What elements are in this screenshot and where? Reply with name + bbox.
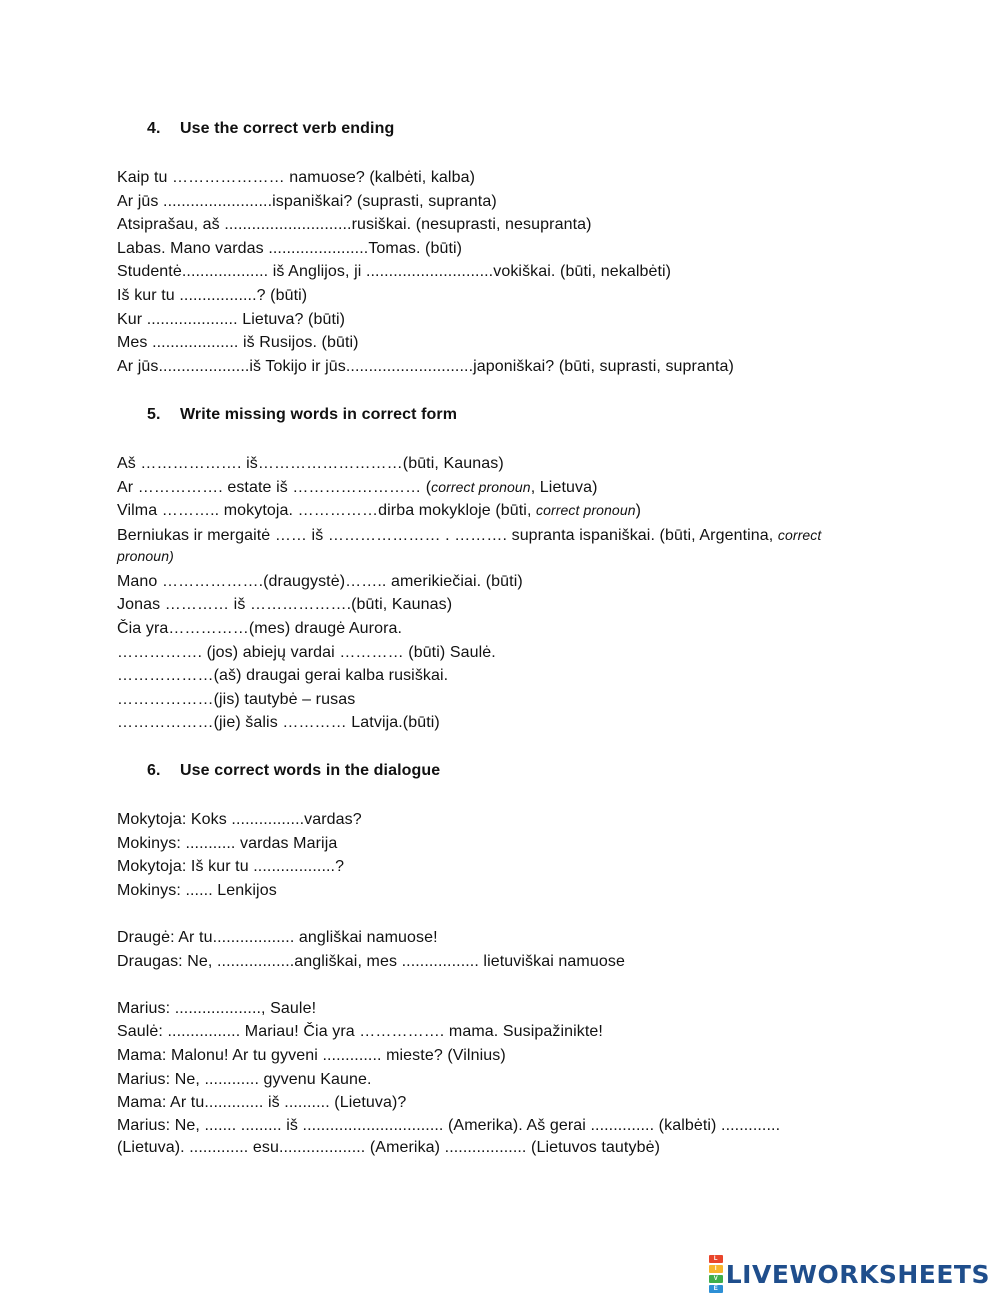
- section-4-number: 4.: [147, 120, 161, 137]
- spacer: [117, 902, 857, 926]
- dialogue-line: Draugas: Ne, .................angliškai, mes ................. lietuviškai namuose: [117, 952, 625, 970]
- line-text: ): [635, 502, 642, 520]
- dialogue-line: Draugė: Ar tu.................. angliškai namuose!: [117, 928, 438, 946]
- exercise-line: Ar jūs ........................ispaniškai? (suprasti, supranta): [117, 192, 497, 210]
- dialogue-line: Marius: Ne, ............ gyvenu Kaune.: [117, 1070, 372, 1088]
- line-text: ………………(jis) tautybė – rusas: [117, 690, 356, 708]
- exercise-line: [117, 525, 857, 567]
- dialogue-line: Saulė: ................ Mariau! Čia yra ……………. mama. Susipažinikte!: [117, 1023, 603, 1041]
- logo-mark-icon: [709, 1254, 723, 1294]
- logo-mark-letter: V: [709, 1275, 723, 1283]
- dialogue-line: Mama: Malonu! Ar tu gyveni ............. mieste? (Vilnius): [117, 1046, 506, 1064]
- section-5-number: 5.: [147, 406, 161, 423]
- line-text: Čia yra……………(mes) draugė Aurora.: [117, 619, 403, 637]
- section-6-heading: [147, 762, 440, 780]
- dialogue-line: Mokinys: ........... vardas Marija: [117, 834, 338, 852]
- line-text: , Lietuva): [530, 478, 598, 496]
- line-text: Berniukas ir mergaitė …… iš ………………… . ………. supranta ispaniškai. (būti, Argentina,: [117, 526, 778, 544]
- line-text: Mano ……………….(draugystė)…….. amerikiečiai. (būti): [117, 572, 523, 590]
- logo-mark-letter: E: [709, 1285, 723, 1293]
- exercise-line: [117, 688, 877, 712]
- line-text: Vilma ……….. mokytoja. ……………dirba mokykloje (būti,: [117, 502, 537, 520]
- hint-text: correct pronoun: [431, 478, 531, 495]
- exercise-line: Kur .................... Lietuva? (būti): [117, 310, 346, 328]
- section-4-exercises: [117, 166, 877, 378]
- exercise-line: [117, 641, 877, 665]
- dialogue-line: Mokytoja: Koks ................vardas?: [117, 811, 362, 828]
- liveworksheets-logo: [709, 1254, 990, 1294]
- dialogue-line: Mokytoja: Iš kur tu ..................?: [117, 858, 345, 876]
- section-5-heading: [147, 406, 457, 424]
- exercise-line: [117, 711, 877, 735]
- logo-mark-letter: I: [709, 1265, 723, 1273]
- line-text: Ar ……………. estate iš …………………… (: [117, 478, 432, 496]
- line-text: Aš ………………. iš………………………(būti, Kaunas): [117, 455, 504, 472]
- exercise-line: [117, 593, 877, 617]
- dialogue-line: Mama: Ar tu............. iš .......... (Lietuva)?: [117, 1094, 407, 1112]
- line-text: Jonas ………… iš ……………….(būti, Kaunas): [117, 596, 453, 614]
- section-6-dialogue: [117, 808, 857, 1159]
- hint-text: correct pronoun): [117, 526, 822, 564]
- exercise-line: Atsiprašau, aš ............................rusiškai. (nesuprasti, nesupranta): [117, 216, 592, 234]
- exercise-line: Labas. Mano vardas ......................Tomas. (būti): [117, 239, 463, 257]
- section-5-title: Write missing words in correct form: [180, 406, 458, 423]
- dialogue-line: Marius: Ne, ....... ......... iš ............................... (Amerika). Aš gerai .............. (kalbėti) ............. (Lietuva). ............. esu................... (Amerika) .................. (Lietuvos tautybė): [117, 1116, 781, 1156]
- hint-text: correct pronoun: [536, 502, 636, 519]
- exercise-line: Studentė................... iš Anglijos, ji ............................vokiškai. (būti, nekalbėti): [117, 263, 672, 281]
- exercise-line: Mes ................... iš Rusijos. (būti): [117, 334, 359, 352]
- line-text: ……………. (jos) abiejų vardai ………… (būti) Saulė.: [117, 643, 496, 661]
- section-4-heading: [147, 120, 394, 138]
- exercise-line: [117, 476, 877, 500]
- exercise-line: [117, 617, 877, 641]
- line-text: ………………(aš) draugai gerai kalba rusiškai.: [117, 667, 449, 685]
- exercise-line: Kaip tu ………………… namuose? (kalbėti, kalba): [117, 169, 476, 186]
- section-6-title: Use correct words in the dialogue: [180, 762, 441, 779]
- exercise-line: Ar jūs....................iš Tokijo ir jūs............................japoniškai? (būti, suprasti, supranta): [117, 357, 734, 375]
- dialogue-line: Marius: ..................., Saule!: [117, 999, 317, 1017]
- logo-mark-letter: L: [709, 1255, 723, 1263]
- exercise-line: [117, 664, 877, 688]
- exercise-line: [117, 570, 877, 594]
- logo-text: LIVEWORKSHEETS: [725, 1259, 990, 1289]
- exercise-line: Iš kur tu .................? (būti): [117, 286, 308, 304]
- exercise-line: [117, 452, 877, 476]
- section-5-exercises: [117, 452, 877, 735]
- section-6-number: 6.: [147, 762, 161, 779]
- line-text: ………………(jie) šalis ………… Latvija.(būti): [117, 714, 440, 732]
- spacer: [117, 973, 857, 997]
- section-4-title: Use the correct verb ending: [180, 120, 395, 137]
- dialogue-line: Mokinys: ...... Lenkijos: [117, 881, 277, 899]
- exercise-line: [117, 499, 877, 523]
